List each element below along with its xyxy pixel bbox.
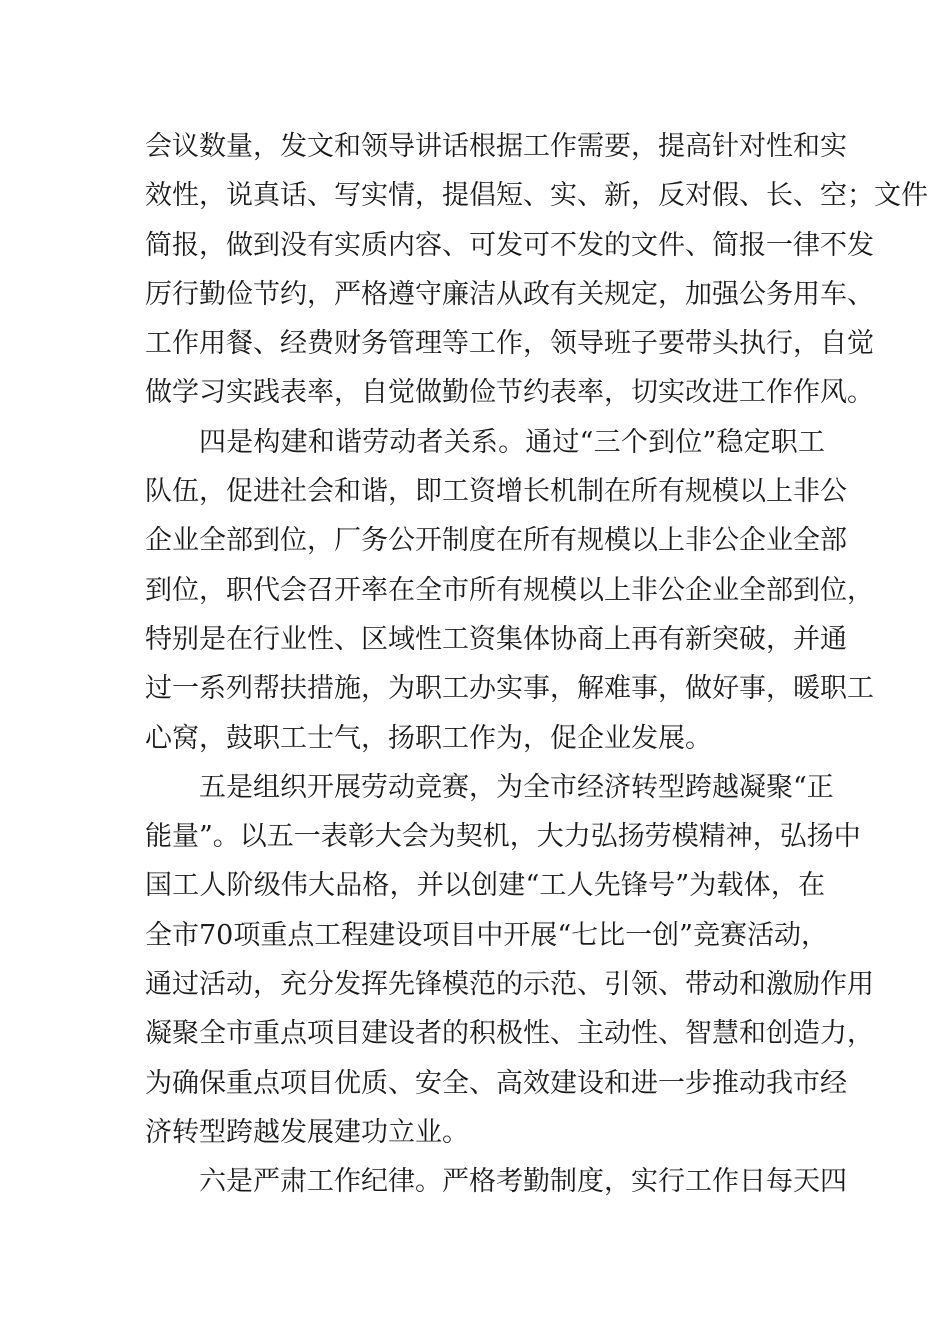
text-line: 厉行勤俭节约，严格遵守廉洁从政有关规定，加强公务用车、 (145, 278, 874, 310)
text-line: 为确保重点项目优质、安全、高效建设和进一步推动我市经 (145, 1067, 847, 1099)
text-line: 会议数量，发文和领导讲话根据工作需要，提高针对性和实 (145, 131, 847, 162)
text-line: 全市70项重点工程建设项目中开展“七比一创”竞赛活动， (145, 919, 828, 951)
text-line: 能量”。以五一表彰大会为契机，大力弘扬劳模精神，弘扬中 (145, 821, 861, 853)
text-line: 工作用餐、经费财务管理等工作，领导班子要带头执行，自觉 (145, 328, 874, 360)
text-line: 简报，做到没有实质内容、可发可不发的文件、简报一律不发 (145, 229, 874, 261)
text-line: 效性，说真话、写实情，提倡短、实、新，反对假、长、空；文件 (145, 180, 928, 212)
text-line: 特别是在行业性、区域性工资集体协商上再有新突破，并通 (145, 623, 847, 655)
text-line: 到位，职代会召开率在全市所有规模以上非公企业全部到位， (145, 574, 874, 606)
paragraph-start-line: 六是严肃工作纪律。严格考勤制度，实行工作日每天四 (199, 1166, 847, 1198)
text-line: 企业全部到位，厂务公开制度在所有规模以上非公企业全部 (145, 525, 847, 557)
document-body (145, 122, 928, 1207)
paragraph-start-line: 五是组织开展劳动竞赛，为全市经济转型跨越凝聚“正 (199, 771, 834, 803)
text-line: 过一系列帮扶措施，为职工办实事，解难事，做好事，暖职工 (145, 673, 874, 705)
text-line: 队伍，促进社会和谐，即工资增长机制在所有规模以上非公 (145, 476, 847, 508)
text-line: 济转型跨越发展建功立业。 (145, 1116, 469, 1148)
text-line: 做学习实践表率，自觉做勤俭节约表率，切实改进工作作风。 (145, 377, 874, 409)
paragraph-start-line: 四是构建和谐劳动者关系。通过“三个到位”稳定职工 (199, 426, 825, 458)
text-line: 心窝，鼓职工士气，扬职工作为，促企业发展。 (145, 722, 712, 754)
text-line: 通过活动，充分发挥先锋模范的示范、引领、带动和激励作用 (145, 969, 874, 1001)
text-line: 凝聚全市重点项目建设者的积极性、主动性、智慧和创造力， (145, 1018, 874, 1050)
text-line: 国工人阶级伟大品格，并以创建“工人先锋号”为载体，在 (145, 870, 825, 902)
